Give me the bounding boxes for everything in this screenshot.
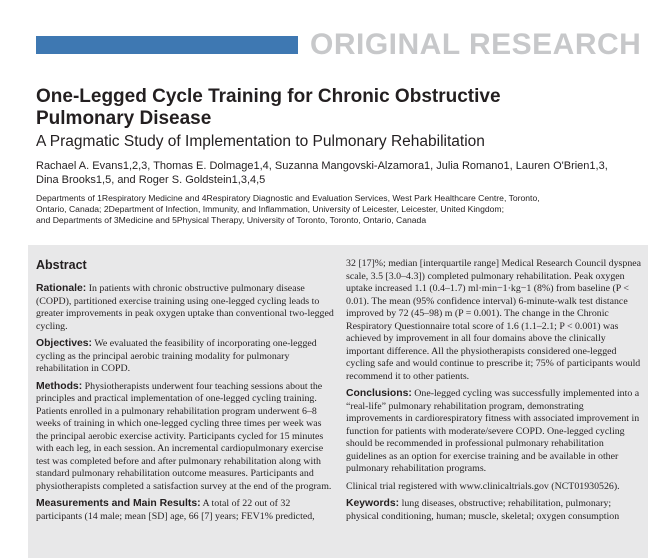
author-list-line-1: Rachael A. Evans1,2,3, Thomas E. Dolmage1,4, Suzanna Mangovski-Alzamora1, Julia Romano1, Lauren O'Brien1,3,	[36, 160, 608, 172]
author-list-line-2: Dina Brooks1,5, and Roger S. Goldstein1,3,4,5	[36, 174, 266, 186]
methods-paragraph	[36, 381, 334, 494]
article-subtitle: A Pragmatic Study of Implementation to Pulmonary Rehabilitation	[36, 133, 485, 150]
measurements-heading: Measurements and Main Results:	[36, 498, 201, 509]
affiliation-line-3: and Departments of 3Medicine and 5Physical Therapy, University of Toronto, Toronto, Ontario, Canada	[36, 215, 427, 225]
abstract-column-left	[36, 283, 334, 528]
abstract-column-right	[346, 258, 642, 528]
rationale-text: In patients with chronic obstructive pulmonary disease (COPD), partitioned exercise training using one-legged cycling leads to greater improvements in peak oxygen uptake than conventional two-legged cycling.	[36, 283, 334, 332]
measurements-paragraph	[36, 498, 334, 523]
abstract-heading: Abstract	[36, 258, 87, 272]
objectives-text: We evaluated the feasibility of incorporating one-legged cycling as the principal aerobic training modality for pulmonary rehabilitation in COPD.	[36, 338, 317, 374]
article-title-line-1: One-Legged Cycle Training for Chronic Obstructive	[36, 86, 501, 107]
objectives-heading: Objectives:	[36, 338, 93, 349]
conclusions-paragraph	[346, 388, 642, 476]
author-list	[36, 159, 656, 187]
conclusions-text: One-legged cycling was successfully implemented into a “real-life” pulmonary rehabilitation program, demonstrating improvements in cardiorespiratory fitness with associated improvement in function for patients with moderate/severe COPD. One-legged cycling should be recommended in professional pulmonary rehabilitation guidelines as an option for exercise training and be available in other pulmonary rehabilitation programs.	[346, 388, 640, 474]
conclusions-heading: Conclusions:	[346, 388, 412, 399]
rationale-paragraph	[36, 283, 334, 333]
keywords-text: lung diseases, obstructive; rehabilitation, pulmonary; physical conditioning, human; muscle, skeletal; oxygen consumption	[346, 498, 620, 522]
measurements-text-left: A total of 22 out of 32 participants (14 male; mean [SD] age, 66 [7] years; FEV1% predicted,	[36, 498, 315, 522]
section-banner	[0, 28, 663, 64]
measurements-text-right: 32 [17]%; median [interquartile range] Medical Research Council dyspnea scale, 3.5 [3.0–4.3]) completed pulmonary rehabilitation. Peak oxygen uptake increased 1.1 (0.4–1.7) ml·min−1·kg−1 (8%) from baseline (P < 0.01). The mean (95% confidence interval) 6-minute-walk test distance improved by 72 (45–98) m (P = 0.001). The change in the Chronic Respiratory Questionnaire total score of 1.6 (1.1–2.1; P < 0.001) was achieved by improvement in all four domains above the clinically important difference. All the physiotherapists considered one-legged cycling safe and would continue to prescribe it; 75% of participants would recommend it to other patients.	[346, 258, 642, 382]
article-title	[36, 86, 636, 130]
keywords-heading: Keywords:	[346, 498, 400, 509]
affiliations	[36, 193, 656, 226]
rationale-heading: Rationale:	[36, 283, 87, 294]
objectives-paragraph	[36, 338, 334, 376]
affiliation-line-2: Ontario, Canada; 2Department of Infection, Immunity, and Inflammation, University of Leicester, Leicester, United Kingdom;	[36, 204, 504, 214]
methods-text: Physiotherapists underwent four teaching sessions about the principles and practical implementation of one-legged cycling training. Patients enrolled in a pulmonary rehabilitation program underwent 6–8 weeks of training in which one-legged cycling three times per week was the principal aerobic exercise activity. Participants cycled for 15 minutes with each leg, in each session. An incremental cardiopulmonary exercise test was completed before and after pulmonary rehabilitation along with standard pulmonary rehabilitation outcome measures. Participants and physiotherapists completed a satisfaction survey at the end of the program.	[36, 380, 332, 492]
affiliation-line-1: Departments of 1Respiratory Medicine and 4Respiratory Diagnostic and Evaluation Services, West Park Healthcare Centre, Toronto,	[36, 193, 540, 203]
banner-accent-bar	[36, 36, 298, 54]
banner-label: ORIGINAL RESEARCH	[310, 28, 642, 61]
measurements-continued-paragraph	[346, 258, 642, 383]
trial-registration: Clinical trial registered with www.clinicaltrials.gov (NCT01930526).	[346, 480, 620, 492]
article-title-line-2: Pulmonary Disease	[36, 108, 212, 129]
methods-heading: Methods:	[36, 380, 83, 392]
keywords-paragraph	[346, 498, 642, 523]
